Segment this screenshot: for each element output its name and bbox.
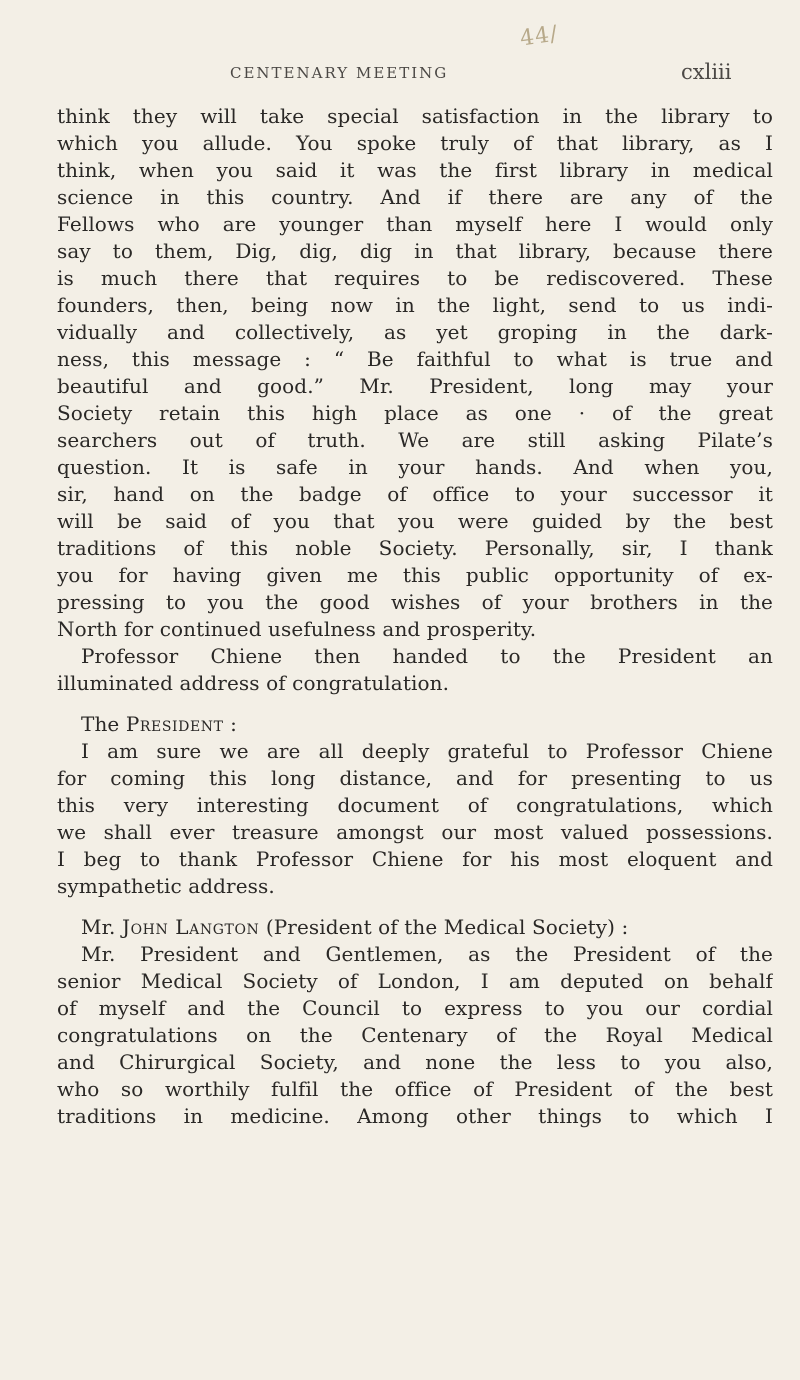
text-line: is much there that requires to be rediscovered. These: [57, 266, 773, 290]
page-number: cxliii: [681, 60, 732, 84]
text-line: think, when you said it was the first library in medical: [57, 158, 773, 182]
text-line: question. It is safe in your hands. And when you,: [57, 455, 773, 479]
text-line: I beg to thank Professor Chiene for his most eloquent and: [57, 847, 773, 871]
text-line: traditions of this noble Society. Personally, sir, I thank: [57, 536, 773, 560]
text-line: founders, then, being now in the light, send to us indi-: [57, 293, 773, 317]
text-line: senior Medical Society of London, I am deputed on behalf: [57, 969, 773, 993]
text-line: think they will take special satisfaction in the library to: [57, 104, 773, 128]
text-line: Fellows who are younger than myself here I would only: [57, 212, 773, 236]
running-title: CENTENARY MEETING: [230, 64, 449, 82]
text-line: will be said of you that you were guided by the best: [57, 509, 773, 533]
speaker-heading: [57, 914, 773, 941]
text-line: vidually and collectively, as yet groping in the dark-: [57, 320, 773, 344]
text-line: traditions in medicine. Among other things to which I: [57, 1104, 773, 1128]
text-line: you for having given me this public opportunity of ex-: [57, 563, 773, 587]
paragraph: [57, 103, 773, 643]
text-line: Professor Chiene then handed to the President an: [81, 644, 773, 668]
text-line: pressing to you the good wishes of your brothers in the: [57, 590, 773, 614]
text-line: sympathetic address.: [57, 874, 275, 898]
running-head: [0, 62, 800, 84]
text-line: this very interesting document of congratulations, which: [57, 793, 773, 817]
speaker-prefix: The: [81, 712, 126, 736]
text-line: searchers out of truth. We are still asking Pilate’s: [57, 428, 773, 452]
speech: [57, 914, 773, 1130]
text-line: ness, this message : “ Be faithful to what is true and: [57, 347, 773, 371]
text-line: sir, hand on the badge of office to your successor it: [57, 482, 773, 506]
text-line: for coming this long distance, and for presenting to us: [57, 766, 773, 790]
speaker-name: John Langton: [121, 915, 260, 939]
pencil-annotation: 44/: [518, 21, 560, 52]
speaker-suffix: (President of the Medical Society) :: [259, 915, 629, 939]
text-line: who so worthily fulfil the office of President of the best: [57, 1077, 773, 1101]
text-line: science in this country. And if there are any of the: [57, 185, 773, 209]
text-line: Society retain this high place as one · of the great: [57, 401, 773, 425]
body-text: [57, 103, 773, 1130]
text-line: which you allude. You spoke truly of that library, as I: [57, 131, 773, 155]
text-line: and Chirurgical Society, and none the less to you also,: [57, 1050, 773, 1074]
paragraph: [57, 643, 773, 697]
paragraph-gap: [57, 900, 773, 914]
text-line: I am sure we are all deeply grateful to Professor Chiene: [81, 739, 773, 763]
text-line: Mr. President and Gentlemen, as the President of the: [81, 942, 773, 966]
speaker-suffix: :: [223, 712, 237, 736]
paragraph-gap: [57, 697, 773, 711]
speaker-name: President: [125, 712, 224, 736]
text-line: congratulations on the Centenary of the Royal Medical: [57, 1023, 773, 1047]
text-line: say to them, Dig, dig, dig in that library, because there: [57, 239, 773, 263]
speech: [57, 711, 773, 900]
text-line: of myself and the Council to express to you our cordial: [57, 996, 773, 1020]
text-line: we shall ever treasure amongst our most valued possessions.: [57, 820, 773, 844]
speaker-heading: [57, 711, 773, 738]
text-line: beautiful and good.” Mr. President, long may your: [57, 374, 773, 398]
text-line: illuminated address of congratulation.: [57, 671, 450, 695]
speaker-prefix: Mr.: [81, 915, 122, 939]
text-line: North for continued usefulness and prosperity.: [57, 617, 537, 641]
